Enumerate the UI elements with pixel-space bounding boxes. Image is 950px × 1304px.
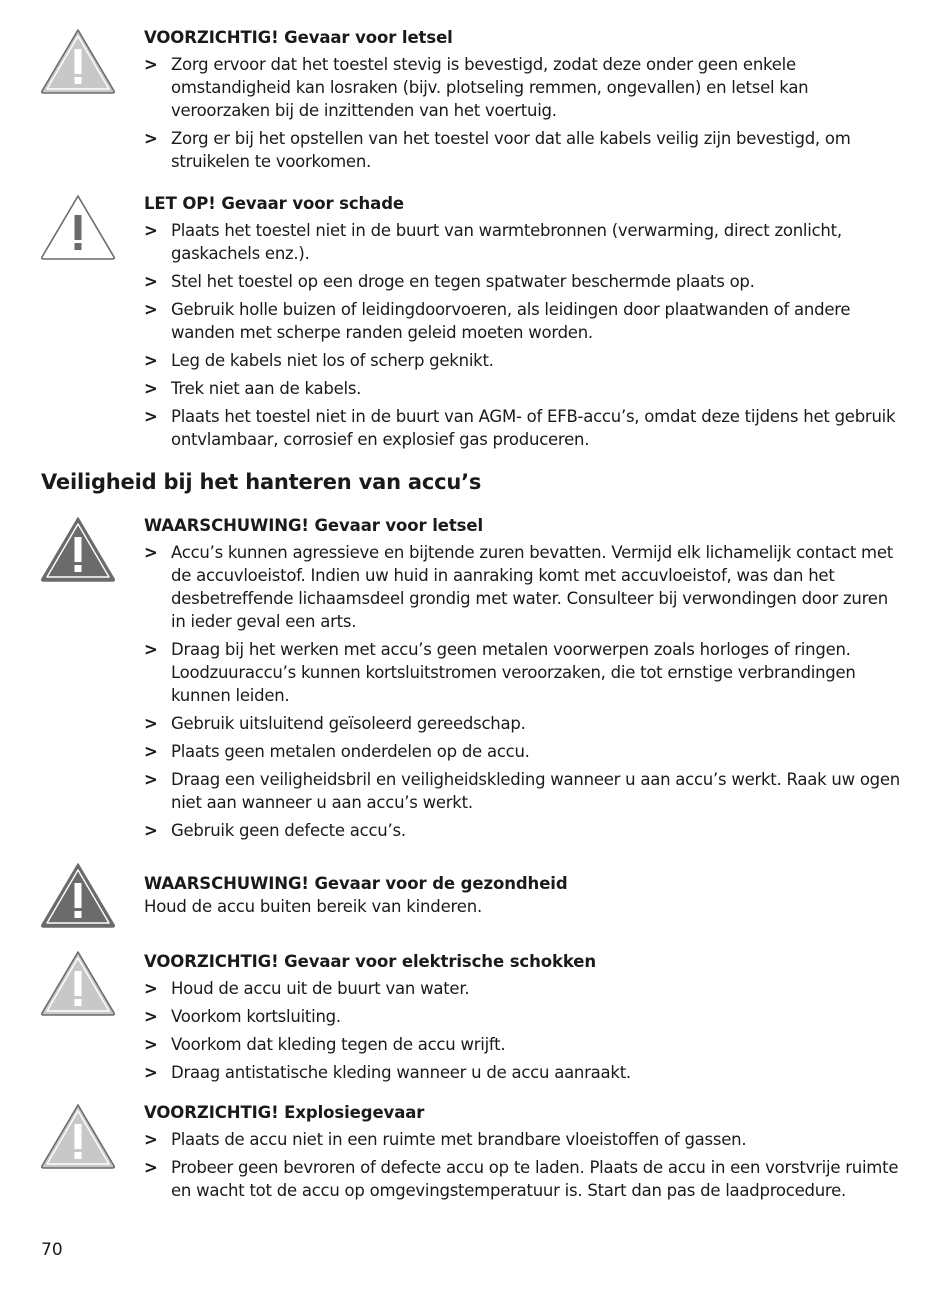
list-item: > Gebruik uitsluitend geïsoleerd gereedschap. [144, 714, 526, 733]
list-item: > Voorkom kortsluiting. [144, 1007, 341, 1026]
notice-heading: VOORZICHTIG! Explosiegevaar [144, 1103, 425, 1122]
list-item: > Zorg er bij het opstellen van het toestel voor dat alle kabels veilig zijn bevestigd, om struikelen te voorkomen. [144, 129, 851, 171]
warning-triangle-icon [40, 28, 116, 94]
list-item: > Gebruik geen defecte accu’s. [144, 821, 406, 840]
list-marker: > [144, 1035, 158, 1054]
notice-content [144, 26, 904, 178]
list-item: > Stel het toestel op een droge en tegen spatwater beschermde plaats op. [144, 272, 755, 291]
list-marker: > [144, 407, 158, 426]
list-marker: > [144, 1007, 158, 1026]
list-marker: > [144, 221, 158, 240]
list-marker: > [144, 1158, 158, 1177]
list-item: > Plaats geen metalen onderdelen op de accu. [144, 742, 530, 761]
list-item: > Draag antistatische kleding wanneer u de accu aanraakt. [144, 1063, 631, 1082]
warning-triangle-icon [40, 28, 116, 94]
warning-triangle-icon [40, 1103, 116, 1169]
notice-heading: LET OP! Gevaar voor schade [144, 194, 405, 213]
list-marker: > [144, 770, 158, 789]
list-marker: > [144, 351, 158, 370]
list-marker: > [144, 640, 158, 659]
warning-triangle-icon [40, 950, 116, 1016]
notice-heading: WAARSCHUWING! Gevaar voor letsel [144, 516, 484, 535]
list-item: > Voorkom dat kleding tegen de accu wrijft. [144, 1035, 506, 1054]
notice-list [144, 53, 904, 173]
warning-triangle-icon [40, 862, 116, 928]
list-item: > Plaats het toestel niet in de buurt van AGM- of EFB-accu’s, omdat deze tijdens het gebruik ontvlambaar, corrosief en explosief gas produceren. [144, 407, 896, 449]
list-marker: > [144, 714, 158, 733]
notice-list [144, 219, 904, 451]
list-marker: > [144, 300, 158, 319]
list-marker: > [144, 742, 158, 761]
notice-text: Houd de accu buiten bereik van kinderen. [144, 897, 483, 916]
notice-content [144, 872, 904, 918]
list-item: > Houd de accu uit de buurt van water. [144, 979, 470, 998]
notice-heading: VOORZICHTIG! Gevaar voor letsel [144, 28, 453, 47]
list-item: > Plaats het toestel niet in de buurt van warmtebronnen (verwarming, direct zonlicht, gaskachels enz.). [144, 221, 842, 263]
list-item: > Leg de kabels niet los of scherp geknikt. [144, 351, 494, 370]
notice-list [144, 541, 904, 842]
warning-triangle-icon [40, 194, 116, 260]
notice-heading: VOORZICHTIG! Gevaar voor elektrische schokken [144, 952, 597, 971]
list-marker: > [144, 379, 158, 398]
notice-content [144, 514, 904, 847]
warning-triangle-icon [40, 1103, 116, 1169]
page-number: 70 [41, 1240, 63, 1260]
list-marker: > [144, 55, 158, 74]
list-item: > Draag bij het werken met accu’s geen metalen voorwerpen zoals horloges of ringen. Loodzuuraccu’s kunnen kortsluitstromen veroorzaken, die tot ernstige verbrandingen kunnen leiden. [144, 640, 856, 705]
notice-heading: WAARSCHUWING! Gevaar voor de gezondheid [144, 874, 568, 893]
notice-content [144, 1101, 904, 1207]
warning-triangle-icon [40, 516, 116, 582]
notice-content [144, 950, 904, 1089]
section-title: Veiligheid bij het hanteren van accu’s [41, 470, 482, 494]
list-marker: > [144, 1130, 158, 1149]
list-marker: > [144, 821, 158, 840]
warning-triangle-icon [40, 516, 116, 582]
list-marker: > [144, 129, 158, 148]
list-item: > Probeer geen bevroren of defecte accu op te laden. Plaats de accu in een vorstvrije ruimte en wacht tot de accu op omgevingstemperatuur is. Start dan pas de laadprocedure. [144, 1158, 899, 1200]
list-item: > Plaats de accu niet in een ruimte met brandbare vloeistoffen of gassen. [144, 1130, 747, 1149]
list-item: > Zorg ervoor dat het toestel stevig is bevestigd, zodat deze onder geen enkele omstandigheid kan losraken (bijv. plotseling remmen, ongevallen) en letsel kan veroorzaken bij de inzittenden van het voertuig. [144, 55, 809, 120]
list-marker: > [144, 543, 158, 562]
notice-list [144, 1128, 904, 1202]
warning-triangle-icon [40, 950, 116, 1016]
warning-triangle-icon [40, 862, 116, 928]
list-item: > Gebruik holle buizen of leidingdoorvoeren, als leidingen door plaatwanden of andere wanden met scherpe randen geleid moeten worden. [144, 300, 851, 342]
list-item: > Trek niet aan de kabels. [144, 379, 362, 398]
list-marker: > [144, 979, 158, 998]
list-item: > Accu’s kunnen agressieve en bijtende zuren bevatten. Vermijd elk lichamelijk contact met de accuvloeistof. Indien uw huid in aanraking komt met accuvloeistof, was dan het desbetreffende lichaamsdeel grondig met water. Consulteer bij verwondingen door zuren in ieder geval een arts. [144, 543, 893, 631]
list-item: > Draag een veiligheidsbril en veiligheidskleding wanneer u aan accu’s werkt. Raak uw ogen niet aan wanneer u aan accu’s werkt. [144, 770, 901, 812]
list-marker: > [144, 272, 158, 291]
notice-content [144, 192, 904, 456]
list-marker: > [144, 1063, 158, 1082]
notice-list [144, 977, 904, 1084]
warning-triangle-icon [40, 194, 116, 260]
